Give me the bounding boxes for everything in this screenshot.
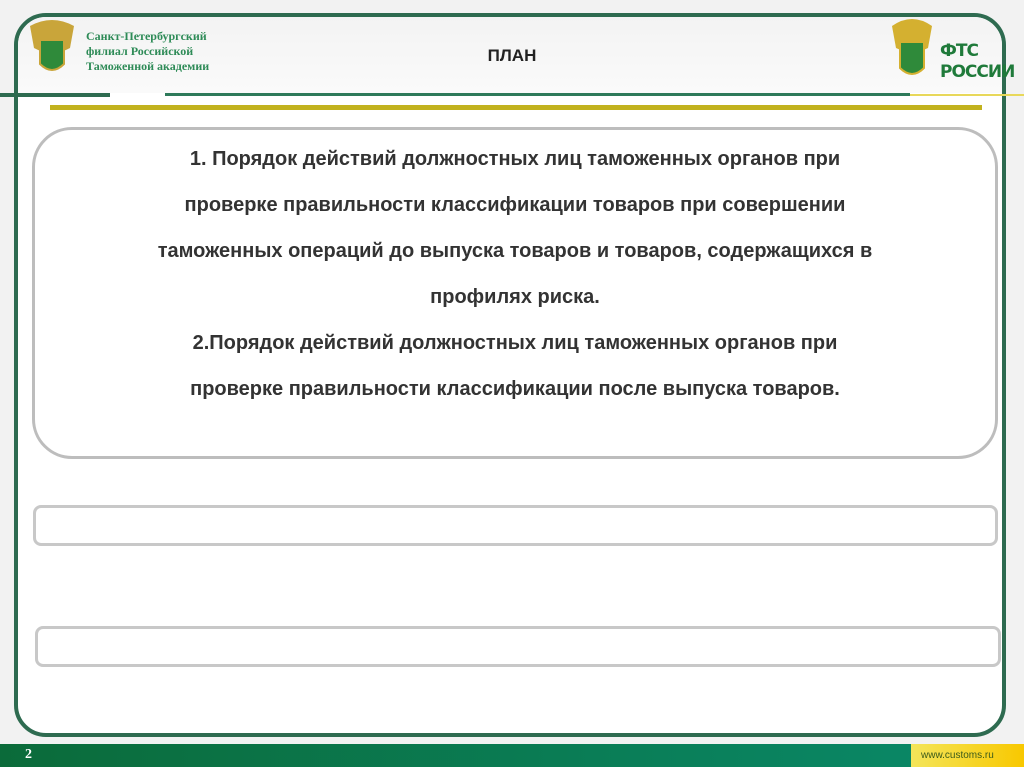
fts-emblem-icon xyxy=(890,16,934,80)
plan-line: профилях риска. xyxy=(430,286,600,308)
org-line: филиал Российской xyxy=(86,44,194,58)
divider xyxy=(0,93,110,97)
fts-logo-text xyxy=(940,41,1014,83)
divider xyxy=(910,94,1024,96)
org-line: Таможенной академии xyxy=(86,59,210,73)
footer-bar xyxy=(0,744,1024,767)
page-title: ПЛАН xyxy=(487,46,537,65)
plan-line: 2.Порядок действий должностных лиц таможенных органов при xyxy=(192,332,838,354)
empty-text-box xyxy=(35,626,1001,667)
plan-line: таможенных операций до выпуска товаров и товаров, содержащихся в xyxy=(157,240,873,262)
gold-divider xyxy=(50,105,982,110)
divider xyxy=(165,93,910,96)
plan-content-box xyxy=(32,127,998,459)
plan-line: 1. Порядок действий должностных лиц таможенных органов при xyxy=(189,148,841,170)
fts-line: ФТС xyxy=(940,41,978,61)
website-link[interactable]: www.customs.ru xyxy=(911,744,1024,767)
plan-line: проверке правильности классификации после выпуска товаров. xyxy=(190,378,840,400)
fts-line: РОССИИ xyxy=(940,62,1015,82)
org-line: Санкт-Петербургский xyxy=(86,29,207,43)
page-number: 2 xyxy=(25,747,32,762)
plan-line: проверке правильности классификации товаров при совершении xyxy=(184,194,846,216)
empty-text-box xyxy=(33,505,998,546)
